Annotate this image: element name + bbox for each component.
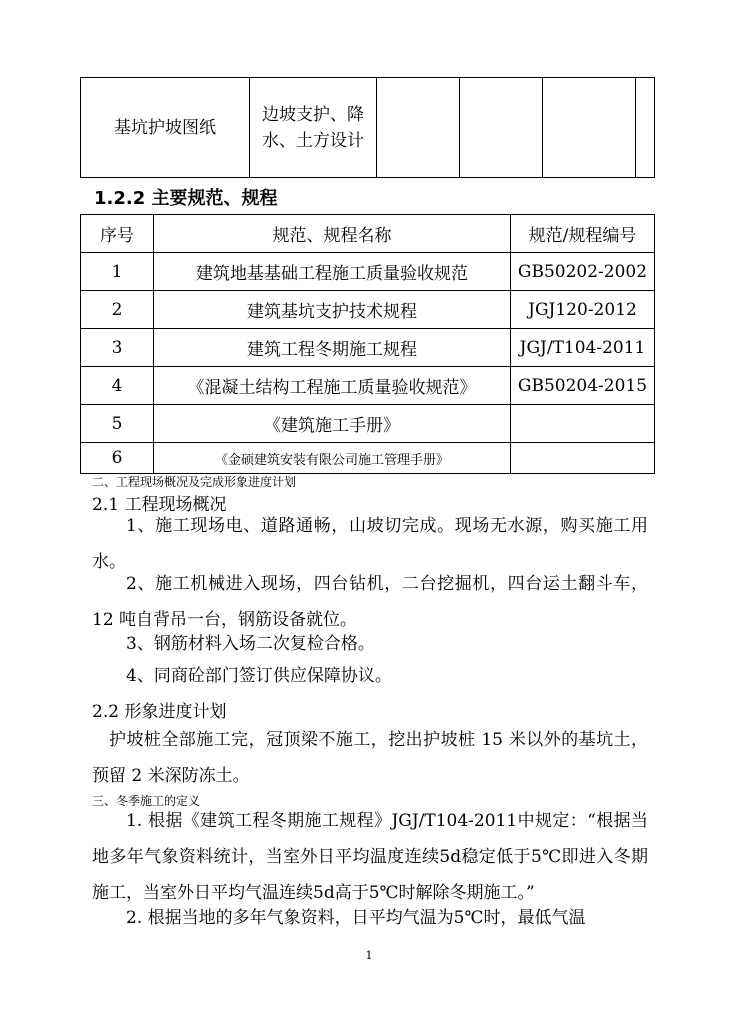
table-cell: 《建筑施工手册》 [154, 405, 511, 443]
paragraph: 2. 根据当地的多年气象资料，日平均气温为5℃时，最低气温 [126, 908, 586, 928]
part3-heading: 三、冬季施工的定义 [92, 794, 201, 808]
table-cell [511, 405, 655, 443]
table-cell: 5 [81, 405, 154, 443]
table-cell [377, 78, 460, 178]
table-cell [460, 78, 543, 178]
page-number: 1 [365, 949, 373, 962]
table-row [81, 367, 655, 405]
table-row [81, 329, 655, 367]
table-cell: 基坑护坡图纸 [81, 78, 250, 178]
design-docs-table [80, 77, 655, 178]
table-cell: 《金硕建筑安装有限公司施工管理手册》 [154, 443, 511, 474]
table-row [81, 291, 655, 329]
paragraph: 1. 根据《建筑工程冬期施工规程》JGJ/T104-2011中规定：“根据当地多年气象资料统计，当室外日平均温度连续5d稳定低于5℃即进入冬期施工，当室外日平均气温连续5d高于5℃时解除冬期施工。” [92, 811, 648, 903]
column-header: 序号 [81, 215, 154, 253]
table-row [81, 443, 655, 474]
table-cell [543, 78, 636, 178]
table-cell: JGJ120-2012 [511, 291, 655, 329]
table-cell: 3 [81, 329, 154, 367]
table-cell: 6 [81, 443, 154, 474]
table-cell: GB50204-2015 [511, 367, 655, 405]
table-header-row [81, 215, 655, 253]
paragraph: 护坡桩全部施工完，冠顶梁不施工，挖出护坡桩 15 米以外的基坑土，预留 2 米深防冻土。 [92, 730, 648, 786]
table-cell: 建筑工程冬期施工规程 [154, 329, 511, 367]
part2-heading: 二、工程现场概况及完成形象进度计划 [92, 475, 297, 489]
paragraph: 3、钢筋材料入场二次复检合格。 [126, 634, 375, 654]
table-cell: 2 [81, 291, 154, 329]
column-header: 规范、规程名称 [154, 215, 511, 253]
table-cell: GB50202-2002 [511, 253, 655, 291]
table-row [81, 253, 655, 291]
table-cell [636, 78, 655, 178]
table-cell: 边坡支护、降水、土方设计 [250, 78, 377, 178]
section-title-2-2: 2.2 形象进度计划 [92, 702, 227, 722]
column-header: 规范/规程编号 [511, 215, 655, 253]
paragraph: 2、施工机械进入现场，四台钻机，二台挖掘机，四台运土翻斗车，12 吨自背吊一台，钢筋设备就位。 [92, 574, 648, 630]
table-row [81, 78, 655, 178]
table-cell: 4 [81, 367, 154, 405]
table-cell: JGJ/T104-2011 [511, 329, 655, 367]
table-cell [511, 443, 655, 474]
table-row [81, 405, 655, 443]
paragraph: 4、同商砼部门签订供应保障协议。 [126, 666, 392, 686]
table-cell: 建筑基坑支护技术规程 [154, 291, 511, 329]
paragraph: 1、施工现场电、道路通畅，山坡切完成。现场无水源，购买施工用水。 [92, 516, 648, 572]
section-title-1-2-2: 1.2.2 主要规范、规程 [94, 188, 278, 209]
standards-table [80, 214, 655, 474]
table-cell: 建筑地基基础工程施工质量验收规范 [154, 253, 511, 291]
table-cell: 《混凝土结构工程施工质量验收规范》 [154, 367, 511, 405]
section-title-2-1: 2.1 工程现场概况 [92, 495, 227, 515]
table-cell: 1 [81, 253, 154, 291]
